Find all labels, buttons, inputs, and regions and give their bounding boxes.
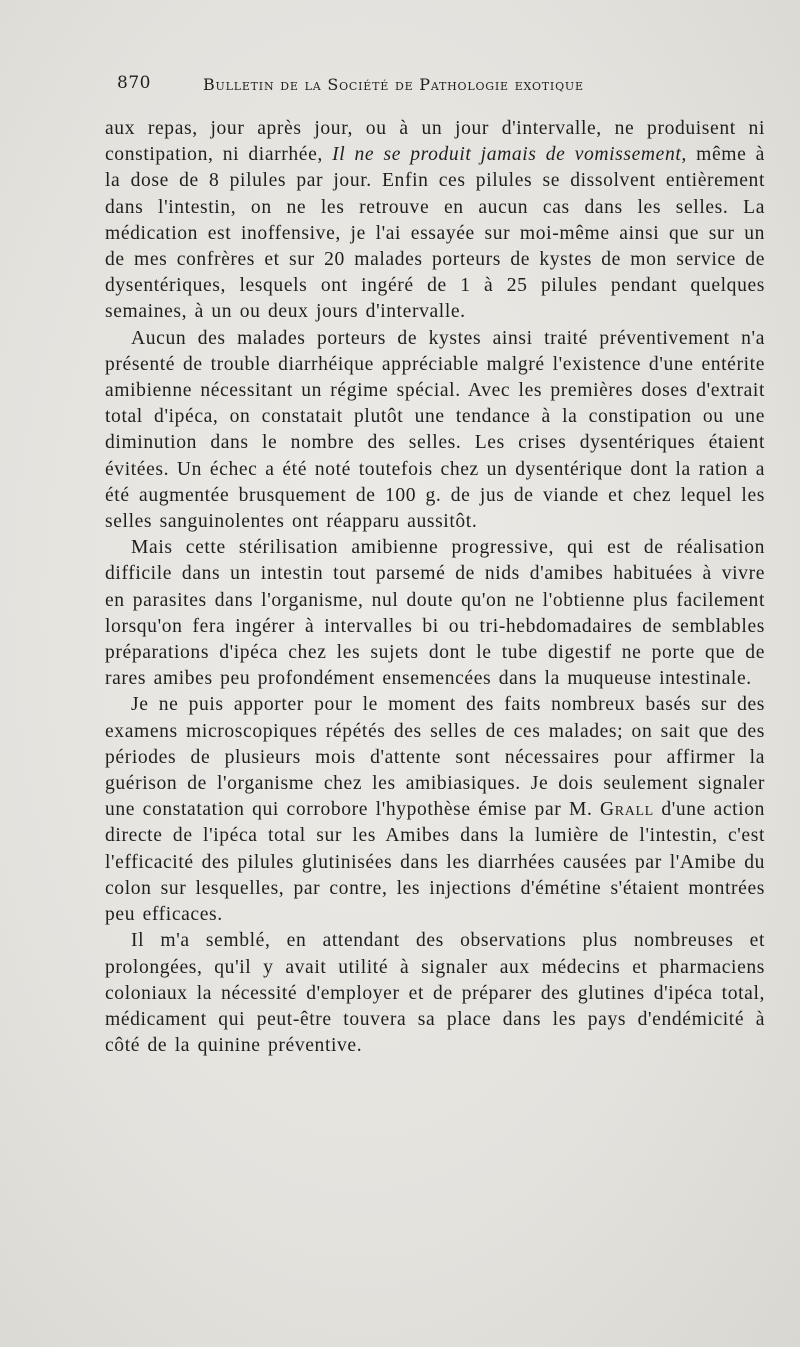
body-text	[105, 116, 765, 1059]
paragraph-4-text-start: Je ne puis apporter pour le moment des faits nombreux basés sur des examens microscopiques répétés des selles de ces malades; on sait que des périodes de plusieurs mois d'attente sont nécessaires pour affirmer la guérison de l'organisme chez les amibiasiques. Je dois seulement signaler une constatation qui corrobore l'hypothèse émise par M.	[105, 694, 765, 821]
author-name-small-caps: Grall	[600, 799, 654, 821]
page-number: 870	[117, 73, 151, 93]
running-title: Bulletin de la Société de Pathologie exotique	[203, 75, 584, 94]
running-header	[117, 73, 677, 97]
paragraph-1-text-start: aux repas, jour après jour, ou à un jour d'intervalle, ne produisent ni constipation, ni diarrhée,	[105, 118, 765, 166]
paragraph-1	[105, 116, 765, 326]
paragraph-5: Il m'a semblé, en attendant des observations plus nombreuses et prolongées, qu'il y avait utilité à signaler aux médecins et pharmaciens coloniaux la nécessité d'employer et de préparer des glutines d'ipéca total, médicament qui peut-être touvera sa place dans les pays d'endémicité à côté de la quinine préventive.	[105, 930, 765, 1057]
paragraph-1-text-end: même à la dose de 8 pilules par jour. Enfin ces pilules se dissolvent entièrement dans l'intestin, on ne les retrouve en aucun cas dans les selles. La médication est inoffensive, je l'ai essayée sur moi-même ainsi que sur un de mes confrères et sur 20 malades porteurs de kystes de mon service de dysentériques, lesquels ont ingéré de 1 à 25 pilules pendant quelques semaines, à un ou deux jours d'intervalle.	[105, 144, 765, 323]
emphasis-text: Il ne se produit jamais de vomissement,	[332, 144, 687, 166]
paragraph-2: Aucun des malades porteurs de kystes ainsi traité préventivement n'a présenté de trouble diarrhéique appréciable malgré l'existence d'une entérite amibienne nécessitant un régime spécial. Avec les premières doses d'extrait total d'ipéca, on constatait plutôt une tendance à la constipation ou une diminution dans le nombre des selles. Les crises dysentériques étaient évitées. Un échec a été noté toutefois chez un dysentérique dont la ration a été augmentée brusquement de 100 g. de jus de viande et chez lequel les selles sanguinolentes ont réapparu aussitôt.	[105, 327, 765, 533]
paragraph-4	[105, 692, 765, 928]
paragraph-4-text-end: d'une action directe de l'ipéca total sur les Amibes dans la lumière de l'intestin, c'est l'efficacité des pilules glutinisées dans les diarrhées causées par l'Amibe du colon sur lesquelles, par contre, les injections d'émétine s'étaient montrées peu efficaces.	[105, 799, 765, 926]
paragraph-3: Mais cette stérilisation amibienne progressive, qui est de réalisation difficile dans un intestin tout parsemé de nids d'amibes habituées à vivre en parasites dans l'organisme, nul doute qu'on ne l'obtienne plus facilement lorsqu'on fera ingérer à intervalles bi ou tri-hebdomadaires de semblables préparations d'ipéca chez les sujets dont le tube digestif ne porte que de rares amibes peu profondément ensemencées dans la muqueuse intestinale.	[105, 537, 765, 690]
